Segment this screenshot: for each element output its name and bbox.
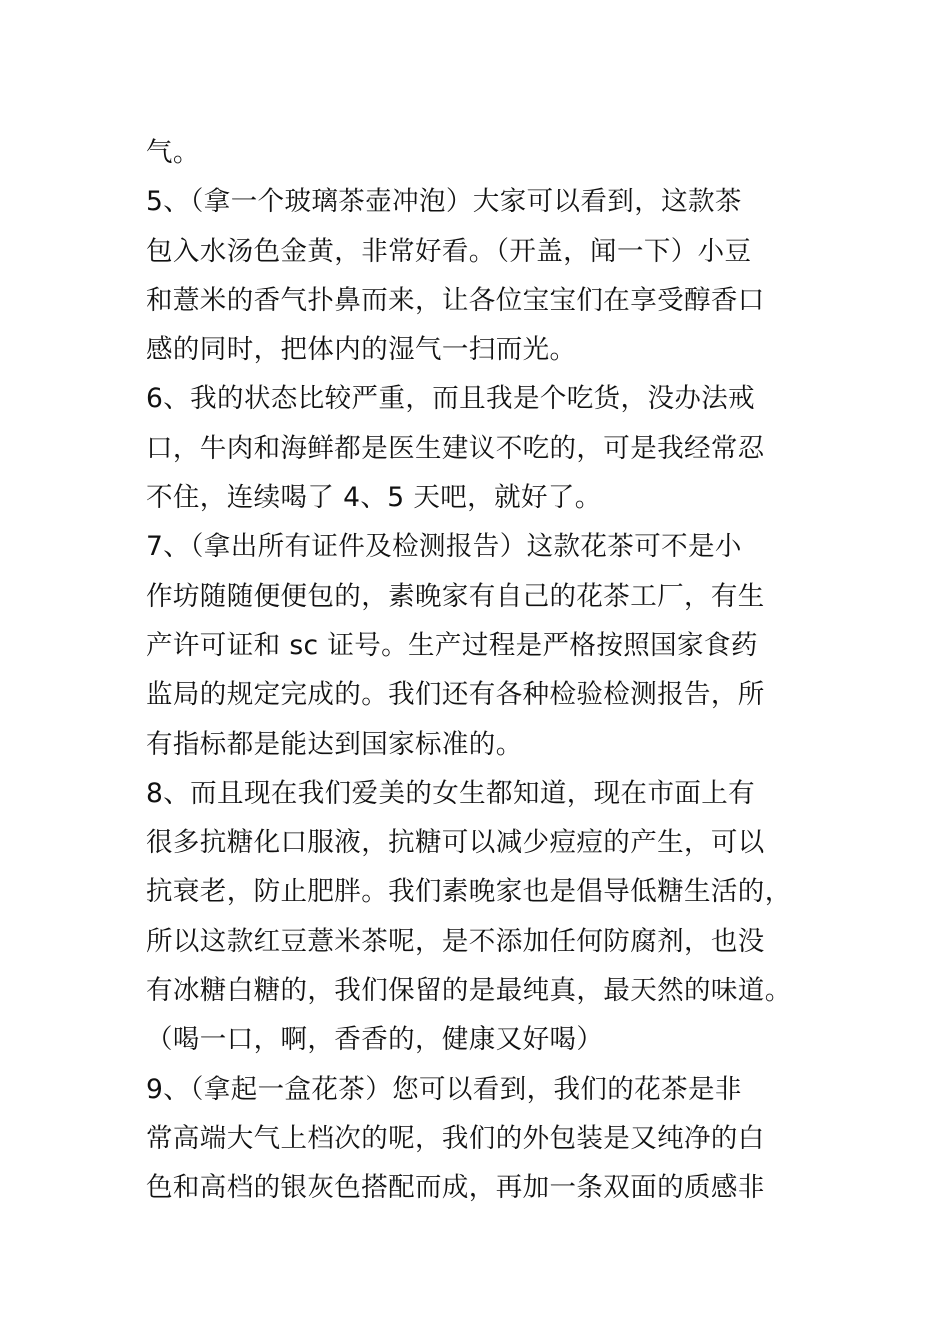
text-line: 包入水汤色金黄，非常好看。（开盖，闻一下）小豆 [146,235,752,267]
text-line: 有冰糖白糖的，我们保留的是最纯真，最天然的味道。 [146,975,792,1007]
text-line: 不住，连续喝了 4、5 天吧，就好了。 [146,482,602,514]
text-line: 有指标都是能达到国家标准的。 [146,728,523,760]
text-line: 5、（拿一个玻璃茶壶冲泡）大家可以看到，这款茶 [146,186,742,218]
text-line: 口，牛肉和海鲜都是医生建议不吃的，可是我经常忍 [146,432,765,464]
text-line: 监局的规定完成的。我们还有各种检验检测报告，所 [146,679,765,711]
text-line: 常高端大气上档次的呢，我们的外包装是又纯净的白 [146,1122,765,1154]
text-line: 和薏米的香气扑鼻而来，让各位宝宝们在享受醇香口 [146,284,765,316]
text-line: 所以这款红豆薏米茶呢，是不添加任何防腐剂，也没 [146,925,765,957]
text-line: 7、（拿出所有证件及检测报告）这款花茶可不是小 [146,531,742,563]
text-line: 作坊随随便便包的，素晚家有自己的花茶工厂，有生 [146,580,765,612]
text-line: 9、（拿起一盒花茶）您可以看到，我们的花茶是非 [146,1073,742,1105]
text-line: 6、我的状态比较严重，而且我是个吃货，没办法戒 [146,383,756,415]
body-text [146,128,846,1213]
text-line: 很多抗糖化口服液，抗糖可以减少痘痘的产生，可以 [146,827,765,859]
text-line: 感的同时，把体内的湿气一扫而光。 [146,334,577,366]
text-line: 色和高档的银灰色搭配而成，再加一条双面的质感非 [146,1172,765,1204]
text-line: 抗衰老，防止肥胖。我们素晚家也是倡导低糖生活的， [146,876,792,908]
text-line: 8、而且现在我们爱美的女生都知道，现在市面上有 [146,777,756,809]
text-line: （喝一口，啊，香香的，健康又好喝） [146,1024,604,1056]
text-line: 产许可证和 sc 证号。生产过程是严格按照国家食药 [146,629,758,661]
text-line: 气。 [146,137,200,168]
